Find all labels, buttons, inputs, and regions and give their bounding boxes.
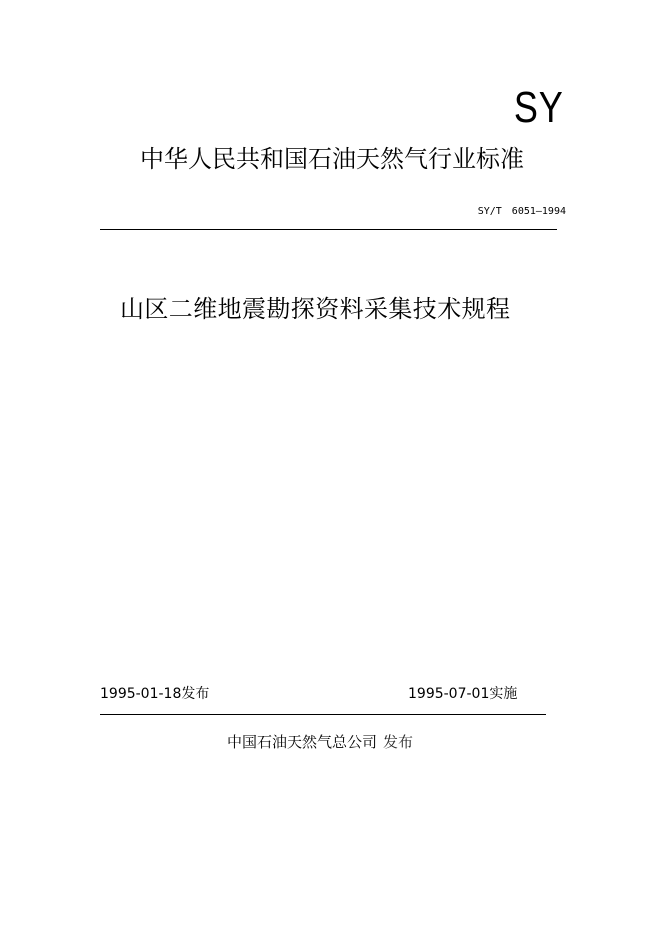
publisher-line xyxy=(227,733,413,751)
publisher-name: 中国石油天然气总公司 xyxy=(227,733,378,751)
industry-standard-title: 中华人民共和国石油天然气行业标准 xyxy=(140,145,524,173)
top-divider xyxy=(100,229,557,230)
publisher-suffix: 发布 xyxy=(383,733,414,751)
bottom-divider xyxy=(100,714,546,715)
issue-date: 1995-01-18发布 xyxy=(100,686,210,702)
standard-number: SY/T 6051—1994 xyxy=(477,206,566,217)
standard-code-mark: SY xyxy=(514,83,564,132)
effective-date: 1995-07-01实施 xyxy=(408,686,518,702)
document-title: 山区二维地震勘探资料采集技术规程 xyxy=(120,295,511,323)
